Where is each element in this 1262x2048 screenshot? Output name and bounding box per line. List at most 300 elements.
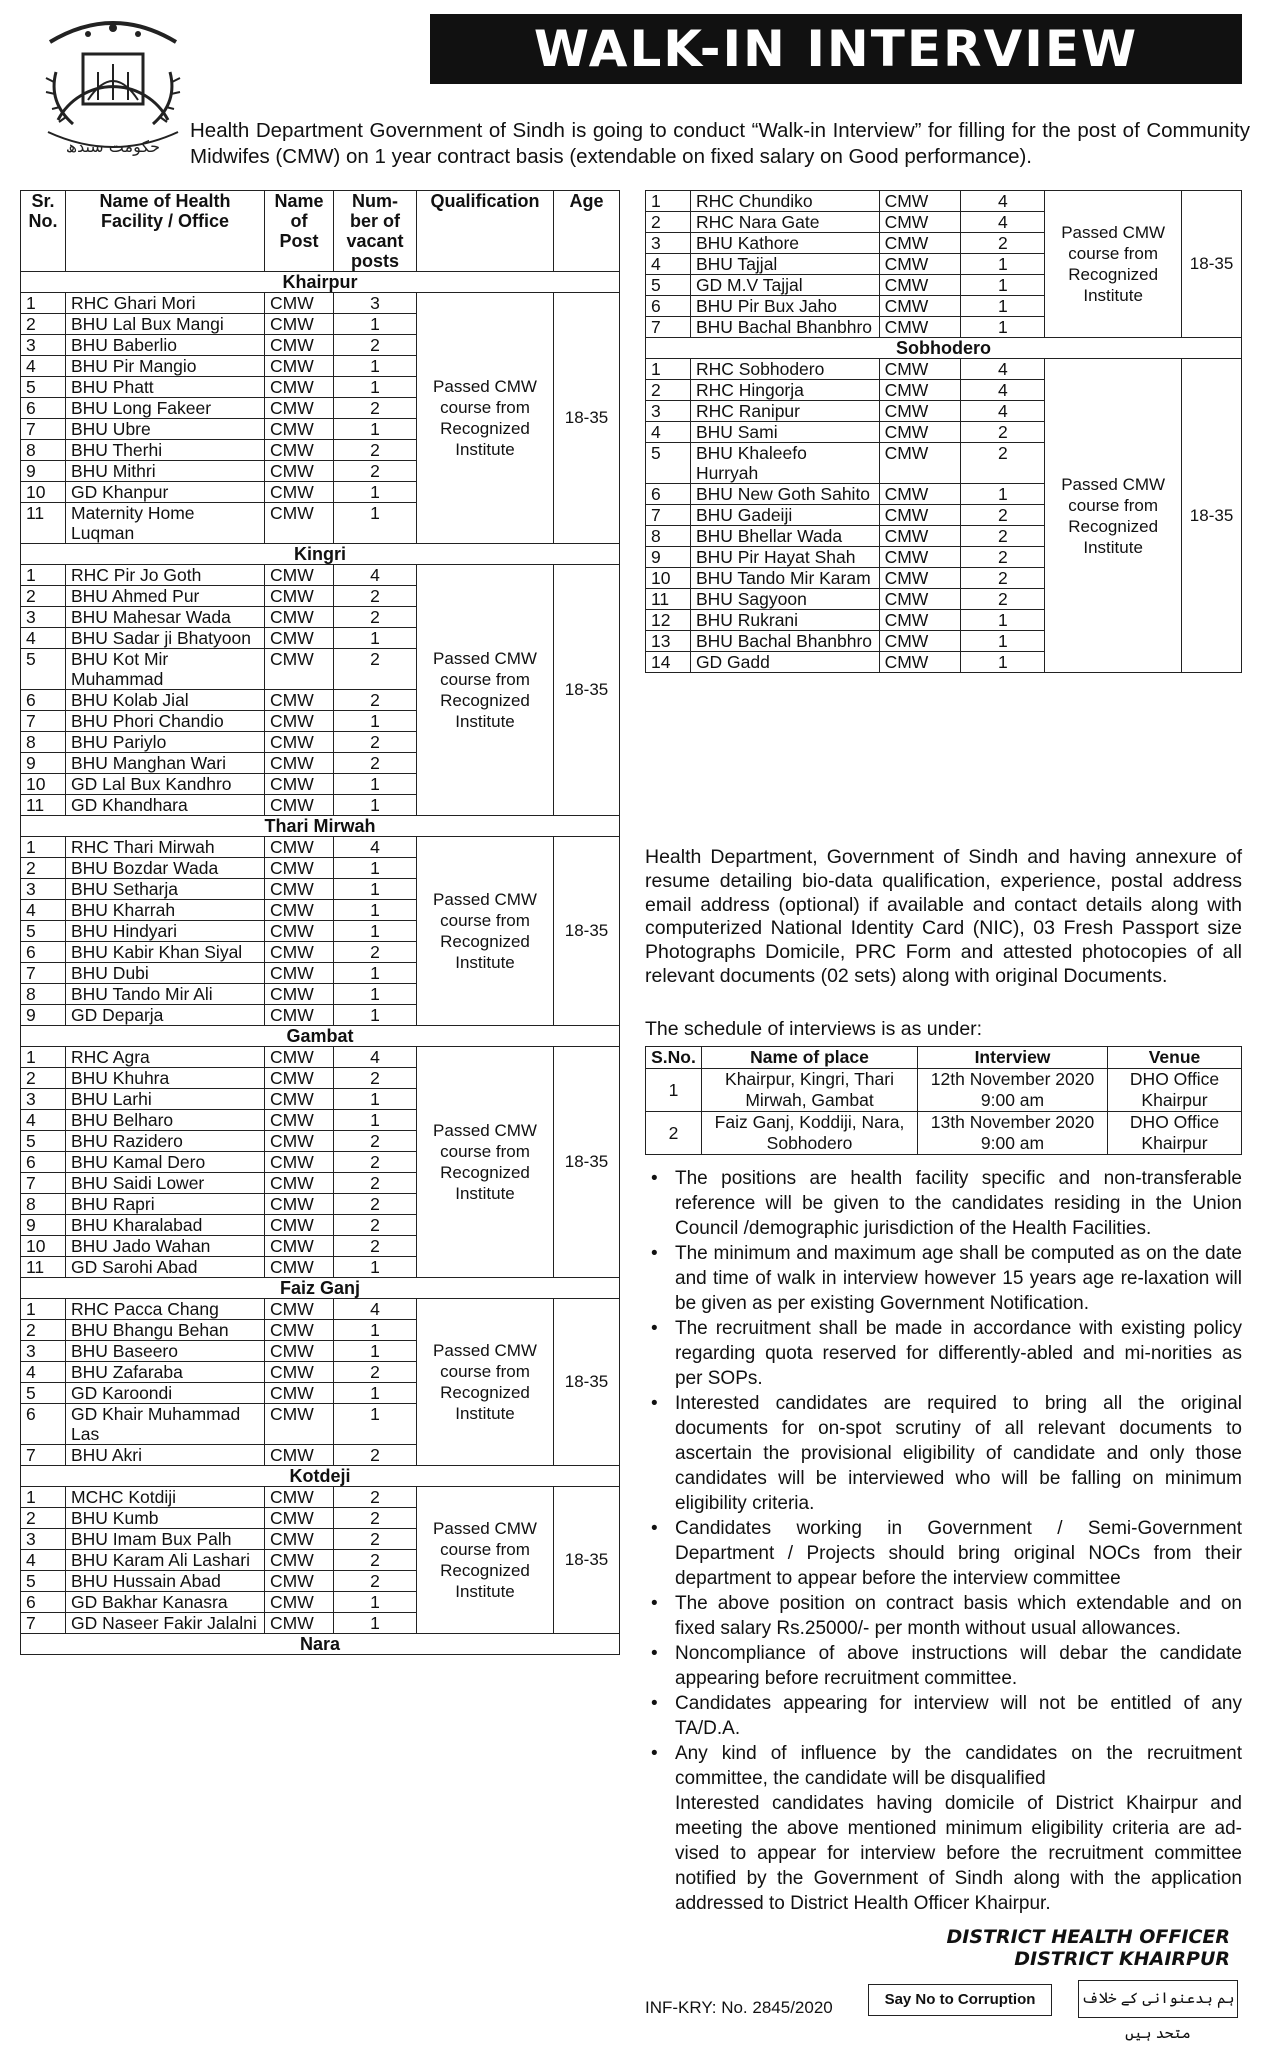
- serial-number: 2: [646, 380, 691, 401]
- serial-number: 4: [21, 1110, 66, 1131]
- group-row: [21, 544, 620, 565]
- qualification-cell: Passed CMW course from Recognized Institute: [417, 1487, 554, 1634]
- vacant-count: 2: [961, 422, 1045, 443]
- group-name: Faiz Ganj: [21, 1278, 620, 1299]
- serial-number: 9: [21, 1215, 66, 1236]
- vacant-count: 2: [334, 732, 417, 753]
- facility-name: BHU Phatt: [66, 377, 265, 398]
- instruction-item: • Noncompliance of above instructions will debar the candidate appearing before recruitment committee.: [645, 1641, 1242, 1691]
- facility-name: RHC Ranipur: [690, 401, 879, 422]
- group-name: Kingri: [21, 544, 620, 565]
- vacant-count: 4: [334, 837, 417, 858]
- vacant-count: 1: [961, 484, 1045, 505]
- vacant-count: 1: [961, 254, 1045, 275]
- age-cell: 18-35: [554, 1487, 620, 1634]
- vacant-count: 2: [334, 1152, 417, 1173]
- post-name: CMW: [265, 753, 334, 774]
- vacant-count: 2: [334, 1571, 417, 1592]
- vacant-count: 1: [334, 1613, 417, 1634]
- post-name: CMW: [265, 1404, 334, 1445]
- serial-number: 11: [21, 1257, 66, 1278]
- serial-number: 2: [21, 858, 66, 879]
- vacant-count: 2: [334, 461, 417, 482]
- facility-name: BHU Khaleefo Hurryah: [690, 443, 879, 484]
- table-row: [21, 1487, 620, 1508]
- schedule-venue: DHO Office Khairpur: [1108, 1069, 1242, 1112]
- age-cell: 18-35: [554, 565, 620, 816]
- table-row: [21, 1299, 620, 1320]
- post-name: CMW: [879, 568, 961, 589]
- vacant-count: 1: [334, 921, 417, 942]
- qualification-cell: Passed CMW course from Recognized Institute: [417, 1047, 554, 1278]
- vacant-count: 1: [334, 1110, 417, 1131]
- post-name: CMW: [265, 1047, 334, 1068]
- table-header-row: [21, 191, 620, 272]
- serial-number: 3: [646, 233, 691, 254]
- qualification-cell: Passed CMW course from Recognized Institute: [1045, 191, 1182, 338]
- group-row: [21, 1026, 620, 1047]
- serial-number: 9: [21, 461, 66, 482]
- facility-name: BHU Jado Wahan: [66, 1236, 265, 1257]
- vacant-count: 1: [961, 317, 1045, 338]
- post-name: CMW: [265, 1613, 334, 1634]
- facility-name: GD Khandhara: [66, 795, 265, 816]
- facility-name: BHU Kot Mir Muhammad: [66, 649, 265, 690]
- post-name: CMW: [879, 610, 961, 631]
- post-name: CMW: [265, 419, 334, 440]
- vacant-count: 4: [961, 191, 1045, 212]
- serial-number: 10: [646, 568, 691, 589]
- vacant-count: 2: [334, 1550, 417, 1571]
- post-name: CMW: [879, 505, 961, 526]
- schedule-place: Faiz Ganj, Koddiji, Nara, Sobhodero: [702, 1112, 918, 1155]
- intro-text: Health Department Government of Sindh is going to conduct “Walk-in Interview” for filling for the post of Community Midwifes (CMW) on 1 year contract basis (extendable on fixed salary on Good performance).: [190, 119, 1250, 168]
- header: [20, 6, 1250, 174]
- facility-name: RHC Ghari Mori: [66, 293, 265, 314]
- vacant-count: 1: [334, 419, 417, 440]
- post-name: CMW: [265, 1299, 334, 1320]
- vacant-count: 2: [334, 1215, 417, 1236]
- group-row: [646, 338, 1242, 359]
- vacant-count: 1: [961, 296, 1045, 317]
- facility-name: BHU Setharja: [66, 879, 265, 900]
- post-name: CMW: [265, 482, 334, 503]
- vacant-count: 2: [334, 1445, 417, 1466]
- facility-name: RHC Agra: [66, 1047, 265, 1068]
- facility-name: BHU Bozdar Wada: [66, 858, 265, 879]
- post-name: CMW: [265, 921, 334, 942]
- post-name: CMW: [265, 1173, 334, 1194]
- serial-number: 10: [21, 482, 66, 503]
- facility-name: GD Bakhar Kanasra: [66, 1592, 265, 1613]
- schedule-table: [645, 1046, 1242, 1155]
- serial-number: 4: [646, 254, 691, 275]
- serial-number: 2: [646, 212, 691, 233]
- post-name: CMW: [879, 547, 961, 568]
- qualification-cell: Passed CMW course from Recognized Institute: [1045, 359, 1182, 673]
- serial-number: 5: [21, 921, 66, 942]
- vacant-count: 2: [334, 440, 417, 461]
- table-row: [21, 565, 620, 586]
- serial-number: 5: [646, 443, 691, 484]
- post-name: CMW: [265, 879, 334, 900]
- column-header-post: Name of Post: [265, 191, 334, 272]
- post-name: CMW: [879, 526, 961, 547]
- facility-name: GD Sarohi Abad: [66, 1257, 265, 1278]
- facility-name: BHU Kharalabad: [66, 1215, 265, 1236]
- page-title: WALK-IN INTERVIEW: [430, 14, 1242, 84]
- facility-name: BHU Gadeiji: [690, 505, 879, 526]
- table-row: [646, 191, 1242, 212]
- facility-name: GD Khair Muhammad Las: [66, 1404, 265, 1445]
- post-name: CMW: [265, 1236, 334, 1257]
- vacant-count: 1: [334, 879, 417, 900]
- post-name: CMW: [265, 293, 334, 314]
- age-cell: 18-35: [554, 1047, 620, 1278]
- vacant-count: 1: [334, 900, 417, 921]
- group-row: [21, 1634, 620, 1655]
- post-name: CMW: [265, 1257, 334, 1278]
- vacancy-table: [20, 190, 620, 1655]
- vacant-count: 2: [961, 233, 1045, 254]
- facility-name: BHU Razidero: [66, 1131, 265, 1152]
- vacant-count: 1: [334, 1404, 417, 1445]
- serial-number: 3: [21, 1341, 66, 1362]
- facility-name: GD Lal Bux Kandhro: [66, 774, 265, 795]
- post-name: CMW: [879, 380, 961, 401]
- facility-name: BHU Zafaraba: [66, 1362, 265, 1383]
- right-vacancy-table-container: [645, 190, 1242, 673]
- serial-number: 1: [646, 359, 691, 380]
- vacant-count: 1: [334, 356, 417, 377]
- post-name: CMW: [265, 1383, 334, 1404]
- logo-text: حکومت سندھ: [65, 137, 161, 156]
- serial-number: 9: [21, 1005, 66, 1026]
- vacant-count: 1: [334, 482, 417, 503]
- serial-number: 6: [646, 484, 691, 505]
- post-name: CMW: [265, 942, 334, 963]
- vacant-count: 4: [961, 359, 1045, 380]
- post-name: CMW: [879, 296, 961, 317]
- post-name: CMW: [265, 1362, 334, 1383]
- post-name: CMW: [265, 900, 334, 921]
- vacant-count: 2: [961, 443, 1045, 484]
- facility-name: GD Naseer Fakir Jalalni: [66, 1613, 265, 1634]
- post-name: CMW: [265, 607, 334, 628]
- facility-name: BHU Belharo: [66, 1110, 265, 1131]
- post-name: CMW: [265, 314, 334, 335]
- serial-number: 10: [21, 774, 66, 795]
- vacant-count: 2: [334, 1508, 417, 1529]
- serial-number: 5: [21, 1383, 66, 1404]
- qualification-cell: Passed CMW course from Recognized Institute: [417, 1299, 554, 1466]
- vacant-count: 1: [334, 1257, 417, 1278]
- serial-number: 1: [21, 1487, 66, 1508]
- vacant-count: 1: [334, 984, 417, 1005]
- serial-number: 4: [21, 900, 66, 921]
- vacant-count: 3: [334, 293, 417, 314]
- vacant-count: 2: [334, 586, 417, 607]
- post-name: CMW: [265, 1529, 334, 1550]
- facility-name: BHU Larhi: [66, 1089, 265, 1110]
- reference-number: INF-KRY: No. 2845/2020: [645, 1998, 833, 2017]
- requirements-paragraph: Health Department, Government of Sindh and having annexure of resume detailing bio-data qualification, experience, postal address email address (optional) if available and contact details along with computerized National Identity Card (NIC), 03 Fresh Passport size Photographs Domicile, PRC Form and attested photocopies of all relevant documents (02 sets) along with original Documents.: [645, 846, 1242, 987]
- post-name: CMW: [265, 440, 334, 461]
- facility-name: BHU Baseero: [66, 1341, 265, 1362]
- vacant-count: 1: [334, 858, 417, 879]
- serial-number: 1: [21, 293, 66, 314]
- post-name: CMW: [265, 1320, 334, 1341]
- facility-name: BHU Kamal Dero: [66, 1152, 265, 1173]
- sindh-government-logo-icon: [28, 12, 198, 162]
- serial-number: 7: [21, 419, 66, 440]
- post-name: CMW: [265, 398, 334, 419]
- post-name: CMW: [265, 1508, 334, 1529]
- post-name: CMW: [879, 484, 961, 505]
- instructions-list: [645, 1166, 1242, 1916]
- age-cell: 18-35: [1182, 191, 1242, 338]
- post-name: CMW: [879, 212, 961, 233]
- vacant-count: 2: [334, 335, 417, 356]
- post-name: CMW: [265, 1445, 334, 1466]
- post-name: CMW: [265, 837, 334, 858]
- facility-name: BHU Long Fakeer: [66, 398, 265, 419]
- vacant-count: 1: [334, 1383, 417, 1404]
- serial-number: 3: [646, 401, 691, 422]
- facility-name: RHC Thari Mirwah: [66, 837, 265, 858]
- serial-number: 14: [646, 652, 691, 673]
- post-name: CMW: [265, 1592, 334, 1613]
- facility-name: BHU Ahmed Pur: [66, 586, 265, 607]
- facility-name: BHU Lal Bux Mangi: [66, 314, 265, 335]
- vacant-count: 4: [334, 565, 417, 586]
- facility-name: BHU Bhellar Wada: [690, 526, 879, 547]
- vacant-count: 2: [961, 547, 1045, 568]
- facility-name: GD Deparja: [66, 1005, 265, 1026]
- column-header-age: Age: [554, 191, 620, 272]
- schedule-header-interview: Interview: [918, 1047, 1108, 1069]
- vacant-count: 2: [961, 589, 1045, 610]
- vacant-count: 2: [334, 1236, 417, 1257]
- vacant-count: 1: [961, 652, 1045, 673]
- serial-number: 1: [646, 191, 691, 212]
- serial-number: 5: [21, 1571, 66, 1592]
- column-header-qualification: Qualification: [417, 191, 554, 272]
- serial-number: 6: [21, 690, 66, 711]
- vacant-count: 2: [334, 1529, 417, 1550]
- serial-number: 3: [21, 1089, 66, 1110]
- serial-number: 3: [21, 879, 66, 900]
- facility-name: BHU Pir Hayat Shah: [690, 547, 879, 568]
- facility-name: BHU Imam Bux Palh: [66, 1529, 265, 1550]
- facility-name: BHU Sami: [690, 422, 879, 443]
- vacant-count: 1: [334, 795, 417, 816]
- post-name: CMW: [879, 631, 961, 652]
- post-name: CMW: [265, 1215, 334, 1236]
- serial-number: 1: [21, 565, 66, 586]
- vacant-count: 1: [961, 610, 1045, 631]
- facility-name: GD Gadd: [690, 652, 879, 673]
- post-name: CMW: [265, 795, 334, 816]
- group-row: [21, 1466, 620, 1487]
- facility-name: MCHC Kotdiji: [66, 1487, 265, 1508]
- serial-number: 3: [21, 607, 66, 628]
- facility-name: Maternity Home Luqman: [66, 503, 265, 544]
- vacant-count: 2: [334, 753, 417, 774]
- serial-number: 6: [21, 1592, 66, 1613]
- vacant-count: 1: [334, 503, 417, 544]
- vacant-count: 4: [961, 212, 1045, 233]
- facility-name: BHU Karam Ali Lashari: [66, 1550, 265, 1571]
- vacant-count: 1: [334, 1592, 417, 1613]
- vacant-count: 2: [961, 526, 1045, 547]
- serial-number: 2: [21, 586, 66, 607]
- vacant-count: 1: [334, 711, 417, 732]
- serial-number: 5: [21, 1131, 66, 1152]
- serial-number: 1: [21, 1047, 66, 1068]
- post-name: CMW: [265, 503, 334, 544]
- say-no-to-corruption-badge: Say No to Corruption: [868, 1984, 1052, 2016]
- facility-name: BHU Manghan Wari: [66, 753, 265, 774]
- group-name: Kotdeji: [21, 1466, 620, 1487]
- urdu-slogan-badge: ہم بدعنوانی کے خلاف متحد ہیں: [1078, 1980, 1238, 2018]
- post-name: CMW: [265, 711, 334, 732]
- facility-name: RHC Sobhodero: [690, 359, 879, 380]
- vacant-count: 1: [334, 963, 417, 984]
- vacant-count: 2: [334, 690, 417, 711]
- serial-number: 3: [21, 335, 66, 356]
- group-row: [21, 1278, 620, 1299]
- serial-number: 4: [646, 422, 691, 443]
- serial-number: 6: [646, 296, 691, 317]
- schedule-row: [646, 1112, 1242, 1155]
- post-name: CMW: [265, 1089, 334, 1110]
- facility-name: BHU Kabir Khan Siyal: [66, 942, 265, 963]
- facility-name: RHC Nara Gate: [690, 212, 879, 233]
- serial-number: 5: [646, 275, 691, 296]
- serial-number: 5: [21, 649, 66, 690]
- post-name: CMW: [265, 1131, 334, 1152]
- instruction-item: • The minimum and maximum age shall be computed as on the date and time of walk in interview however 15 years age re-laxation will be given as per existing Government Notification.: [645, 1241, 1242, 1316]
- facility-name: BHU Ubre: [66, 419, 265, 440]
- post-name: CMW: [265, 649, 334, 690]
- serial-number: 8: [21, 1194, 66, 1215]
- facility-name: BHU Hindyari: [66, 921, 265, 942]
- facility-name: BHU Bachal Bhanbhro: [690, 317, 879, 338]
- serial-number: 4: [21, 628, 66, 649]
- vacant-count: 1: [334, 1005, 417, 1026]
- post-name: CMW: [265, 586, 334, 607]
- schedule-row: [646, 1069, 1242, 1112]
- serial-number: 1: [21, 837, 66, 858]
- post-name: CMW: [265, 1341, 334, 1362]
- post-name: CMW: [265, 1152, 334, 1173]
- signature-district: DISTRICT KHAIRPUR: [1014, 1948, 1230, 1970]
- post-name: CMW: [265, 690, 334, 711]
- schedule-header-venue: Venue: [1108, 1047, 1242, 1069]
- serial-number: 6: [21, 1152, 66, 1173]
- facility-name: BHU Kathore: [690, 233, 879, 254]
- facility-name: BHU Bachal Bhanbhro: [690, 631, 879, 652]
- signature-block: [900, 1926, 1230, 1970]
- vacant-count: 1: [961, 631, 1045, 652]
- schedule-interview: 12th November 2020 9:00 am: [918, 1069, 1108, 1112]
- post-name: CMW: [265, 565, 334, 586]
- serial-number: 3: [21, 1529, 66, 1550]
- post-name: CMW: [265, 335, 334, 356]
- post-name: CMW: [265, 984, 334, 1005]
- post-name: CMW: [879, 422, 961, 443]
- serial-number: 6: [21, 942, 66, 963]
- serial-number: 2: [21, 1068, 66, 1089]
- facility-name: BHU Kolab Jial: [66, 690, 265, 711]
- post-name: CMW: [879, 359, 961, 380]
- facility-name: RHC Chundiko: [690, 191, 879, 212]
- post-name: CMW: [879, 275, 961, 296]
- qualification-cell: Passed CMW course from Recognized Institute: [417, 293, 554, 544]
- group-row: [21, 272, 620, 293]
- post-name: CMW: [265, 858, 334, 879]
- table-row: [646, 359, 1242, 380]
- vacant-count: 1: [334, 1320, 417, 1341]
- group-name: Thari Mirwah: [21, 816, 620, 837]
- facility-name: GD M.V Tajjal: [690, 275, 879, 296]
- facility-name: BHU Sagyoon: [690, 589, 879, 610]
- left-vacancy-table-container: [20, 190, 620, 1655]
- serial-number: 5: [21, 377, 66, 398]
- serial-number: 2: [21, 314, 66, 335]
- vacancy-table: [645, 190, 1242, 673]
- age-cell: 18-35: [554, 1299, 620, 1466]
- vacant-count: 2: [334, 649, 417, 690]
- vacant-count: 2: [334, 1362, 417, 1383]
- instruction-item: • The positions are health facility specific and non-transferable reference will be given to the candidates residing in the Union Council /demographic jurisdiction of the Health Facilities.: [645, 1166, 1242, 1241]
- vacant-count: 1: [334, 377, 417, 398]
- facility-name: RHC Pacca Chang: [66, 1299, 265, 1320]
- post-name: CMW: [265, 1110, 334, 1131]
- post-name: CMW: [265, 774, 334, 795]
- closing-paragraph: Interested candidates having domicile of District Khairpur and meeting the above mentioned minimum eligibility criteria are ad-vised to appear for interview before the recruitment committee notified by the Government of Sindh along with the application addressed to District Health Officer Khairpur.: [675, 1793, 1242, 1914]
- facility-name: RHC Hingorja: [690, 380, 879, 401]
- table-row: [21, 837, 620, 858]
- facility-name: BHU Tando Mir Ali: [66, 984, 265, 1005]
- column-header-vacant: Num-ber of vacant posts: [334, 191, 417, 272]
- post-name: CMW: [265, 1571, 334, 1592]
- facility-name: RHC Pir Jo Goth: [66, 565, 265, 586]
- instruction-item: • Any kind of influence by the candidates on the recruitment committee, the candidate will be disqualified: [645, 1741, 1242, 1791]
- facility-name: BHU Tando Mir Karam: [690, 568, 879, 589]
- post-name: CMW: [879, 401, 961, 422]
- schedule-title: The schedule of interviews is as under:: [645, 1018, 983, 1040]
- vacant-count: 2: [334, 1194, 417, 1215]
- facility-name: BHU Khuhra: [66, 1068, 265, 1089]
- post-name: CMW: [265, 732, 334, 753]
- post-name: CMW: [879, 652, 961, 673]
- serial-number: 2: [21, 1508, 66, 1529]
- facility-name: BHU Pir Bux Jaho: [690, 296, 879, 317]
- post-name: CMW: [265, 963, 334, 984]
- facility-name: BHU Tajjal: [690, 254, 879, 275]
- serial-number: 7: [646, 317, 691, 338]
- post-name: CMW: [879, 443, 961, 484]
- serial-number: 11: [21, 795, 66, 816]
- serial-number: 7: [21, 1173, 66, 1194]
- schedule-sno: 2: [646, 1112, 702, 1155]
- serial-number: 7: [21, 963, 66, 984]
- vacant-count: 1: [334, 1341, 417, 1362]
- serial-number: 4: [21, 1550, 66, 1571]
- group-name: Gambat: [21, 1026, 620, 1047]
